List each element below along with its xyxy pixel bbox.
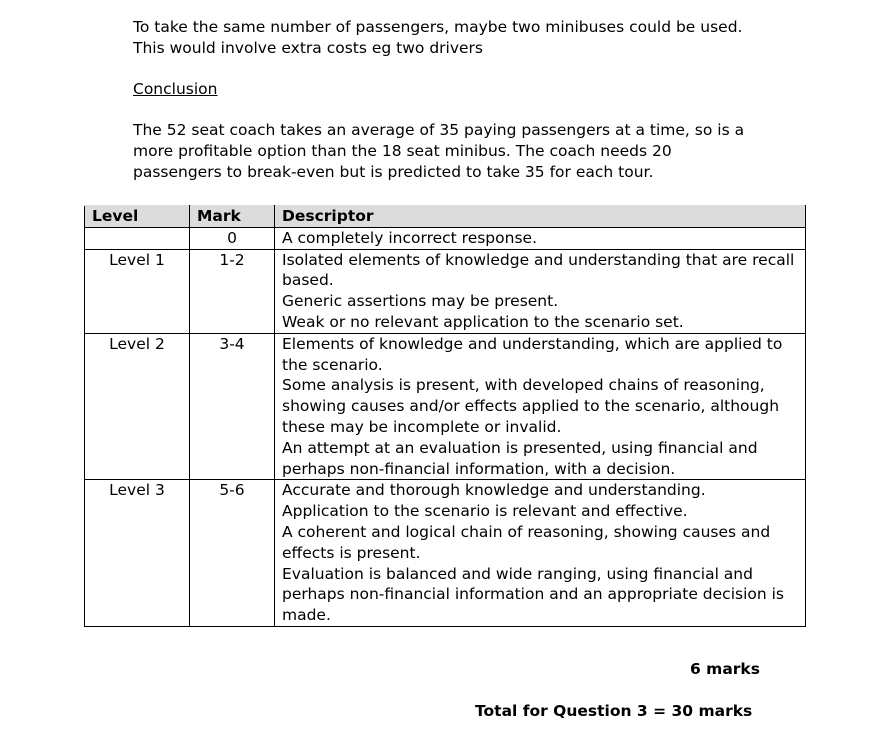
table-row (85, 333, 806, 480)
descriptor-line: Application to the scenario is relevant and effective. (282, 502, 688, 521)
descriptor-line: Evaluation is balanced and wide ranging, using financial and perhaps non-financial information and an appropriate decision is made. (282, 564, 785, 625)
level-cell: Level 1 (85, 249, 190, 333)
descriptor-cell (275, 249, 806, 333)
mark-scheme-table (84, 205, 806, 627)
level-cell: Level 2 (85, 333, 190, 480)
descriptor-cell (275, 333, 806, 480)
question-total: Total for Question 3 = 30 marks (475, 702, 753, 720)
descriptor-line: Some analysis is present, with developed chains of reasoning, showing causes and/or effects applied to the scenario, although these may be incomplete or invalid. (282, 376, 780, 436)
descriptor-line: A completely incorrect response. (282, 228, 537, 247)
header-level: Level (85, 206, 190, 228)
descriptor-line: Elements of knowledge and understanding, which are applied to the scenario. (282, 334, 783, 374)
intro-paragraph: To take the same number of passengers, maybe two minibuses could be used. This would involve extra costs eg two drivers (133, 18, 743, 57)
descriptor-line: A coherent and logical chain of reasoning, showing causes and effects is present. (282, 522, 771, 562)
descriptor-cell (275, 227, 806, 249)
table-row (85, 480, 806, 627)
question-marks: 6 marks (690, 660, 760, 678)
mark-cell: 1-2 (190, 249, 275, 333)
descriptor-line: Isolated elements of knowledge and understanding that are recall based. (282, 250, 795, 290)
table-row (85, 249, 806, 333)
mark-cell: 0 (190, 227, 275, 249)
level-cell: Level 3 (85, 480, 190, 627)
mark-cell: 3-4 (190, 333, 275, 480)
descriptor-line: Weak or no relevant application to the scenario set. (282, 312, 684, 331)
header-mark: Mark (190, 206, 275, 228)
table-header-row (85, 206, 806, 228)
descriptor-line: Generic assertions may be present. (282, 292, 559, 311)
descriptor-line: An attempt at an evaluation is presented, using financial and perhaps non-financial information, with a decision. (282, 438, 758, 478)
conclusion-heading: Conclusion (133, 80, 218, 98)
header-descriptor: Descriptor (275, 206, 806, 228)
conclusion-paragraph: The 52 seat coach takes an average of 35 paying passengers at a time, so is a more profitable option than the 18 seat minibus. The coach needs 20 passengers to break-even but is predicted to take 35 for each tour. (133, 121, 745, 181)
table-row (85, 227, 806, 249)
level-cell (85, 227, 190, 249)
descriptor-cell (275, 480, 806, 627)
descriptor-line: Accurate and thorough knowledge and understanding. (282, 481, 706, 500)
mark-cell: 5-6 (190, 480, 275, 627)
